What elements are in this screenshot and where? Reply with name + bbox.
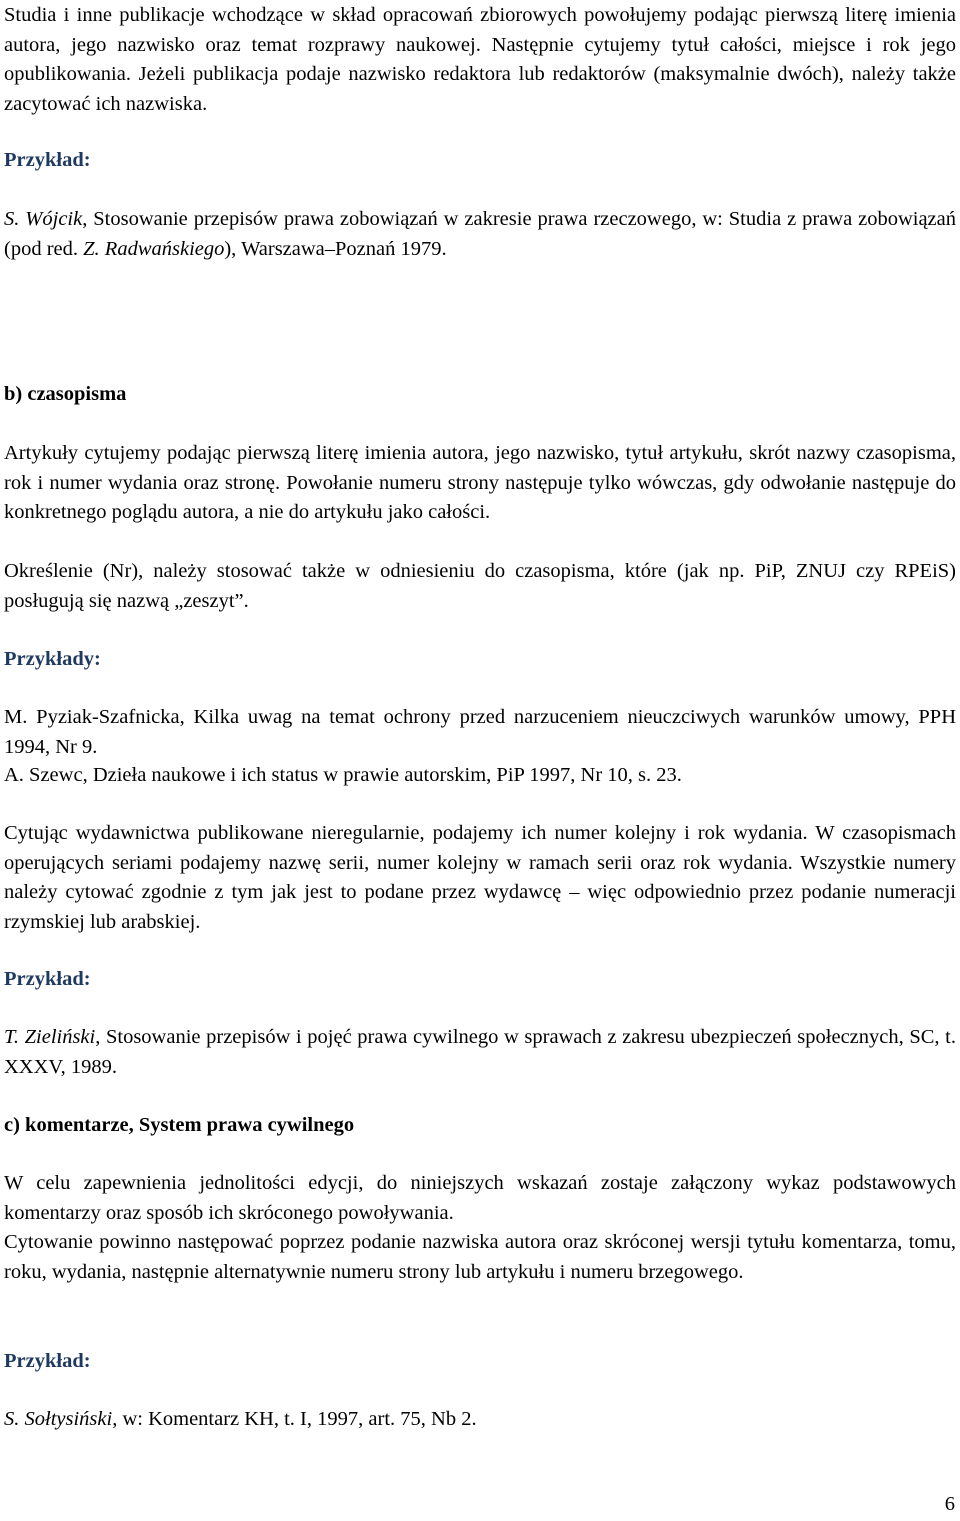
citation-author: S. Wójcik xyxy=(4,208,83,230)
example-citation xyxy=(4,1405,956,1435)
example-label: Przykład: xyxy=(4,1350,91,1372)
citation-text: , Dzieła naukowe i ich status w prawie autorskim, PiP 1997, Nr 10, s. 23. xyxy=(82,764,682,786)
paragraph: Określenie (Nr), należy stosować także w odniesieniu do czasopisma, które (jak np. PiP, ZNUJ czy RPEiS) posługują się nazwą „zeszyt”. xyxy=(4,560,956,612)
example-citation xyxy=(4,205,956,264)
paragraph: Artykuły cytujemy podając pierwszą literę imienia autora, jego nazwisko, tytuł artykułu, skrót nazwy czasopisma, rok i numer wydania oraz stronę. Powołanie numeru strony następuje tylko wówczas, gdy odwołanie następuje do konkretnego poglądu autora, a nie do artykułu jako całości. xyxy=(4,442,956,523)
citation-text: , Kilka uwag na temat ochrony przed narzuceniem nieuczciwych warunków umowy, PPH 1994, Nr 9. xyxy=(4,706,956,758)
citation-text: , w: Komentarz KH, t. I, 1997, art. 75, Nb 2. xyxy=(112,1408,477,1430)
paragraph: W celu zapewnienia jednolitości edycji, do niniejszych wskazań zostaje załączony wykaz podstawowych komentarzy oraz sposób ich skróconego powoływania. xyxy=(4,1172,956,1224)
paragraph: Cytowanie powinno następować poprzez podanie nazwiska autora oraz skróconej wersji tytułu komentarza, tomu, roku, wydania, następnie alternatywnie numeru strony lub artykułu i numeru brzegowego. xyxy=(4,1231,956,1283)
citation-editor: Z. Radwańskiego xyxy=(83,237,225,260)
example-label: Przykład: xyxy=(4,149,91,171)
citation-author: T. Zieliński xyxy=(4,1026,96,1048)
example-citation xyxy=(4,761,956,791)
section-heading: c) komentarze, System prawa cywilnego xyxy=(4,1114,355,1136)
example-citation xyxy=(4,703,956,762)
paragraph: Cytując wydawnictwa publikowane nieregularnie, podajemy ich numer kolejny i rok wydania. W czasopismach operujących seriami podajemy nazwę serii, numer kolejny w ramach serii oraz rok wydania. Wszystkie numery należy cytować zgodnie z tym jak jest to podane przez wydawcę – więc odpowiednio przez podanie numeracji rzymskiej lub arabskiej. xyxy=(4,822,956,933)
intro-paragraph: Studia i inne publikacje wchodzące w skład opracowań zbiorowych powołujemy podając pierwszą literę imienia autora, jego nazwisko oraz temat rozprawy naukowej. Następnie cytujemy tytuł całości, miejsce i rok jego opublikowania. Jeżeli publikacja podaje nazwisko redaktora lub redaktorów (maksymalnie dwóch), należy także zacytować ich nazwiska. xyxy=(4,4,956,115)
citation-text: ), Warszawa–Poznań 1979. xyxy=(224,237,447,260)
section-heading: b) czasopisma xyxy=(4,383,127,405)
example-label: Przykład: xyxy=(4,968,91,990)
examples-label: Przykłady: xyxy=(4,648,101,670)
page-number: 6 xyxy=(944,1493,955,1515)
example-citation xyxy=(4,1023,956,1082)
citation-author: A. Szewc xyxy=(4,764,83,786)
citation-author: S. Sołtysiński xyxy=(4,1408,113,1430)
citation-text: , Stosowanie przepisów i pojęć prawa cywilnego w sprawach z zakresu ubezpieczeń społecznych, SC, t. XXXV, 1989. xyxy=(4,1026,956,1078)
citation-text: , Stosowanie przepisów prawa zobowiązań w zakresie prawa rzeczowego, w: Studia z prawa zobowiązań (pod red. xyxy=(4,208,956,260)
citation-author: M. Pyziak-Szafnicka xyxy=(4,706,180,728)
